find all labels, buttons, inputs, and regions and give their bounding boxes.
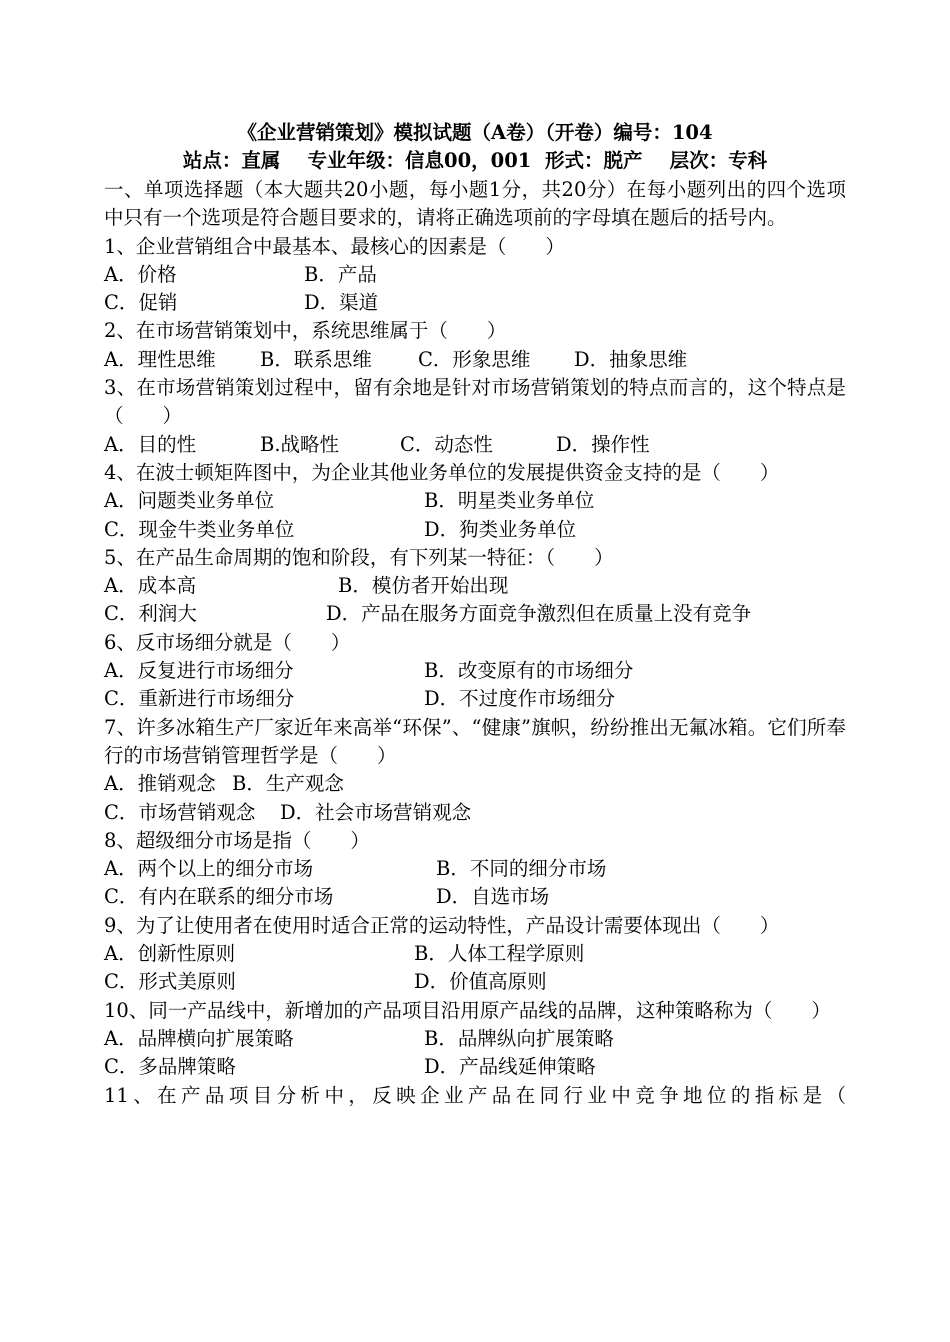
option: B．产品	[304, 262, 377, 286]
option: A．创新性原则	[104, 942, 236, 966]
question-stem: 7、许多冰箱生产厂家近年来高举“环保”、“健康”旗帜，纷纷推出无氟冰箱。它们所奉行的市场营销管理哲学是（ ）	[104, 715, 846, 767]
option-row	[104, 516, 846, 544]
option: C．形象思维	[418, 347, 531, 371]
option-row	[104, 855, 846, 883]
option: B．不同的细分市场	[436, 857, 607, 881]
option: A．品牌横向扩展策略	[104, 1026, 294, 1050]
option-row	[104, 968, 846, 996]
option: D．不过度作市场细分	[424, 687, 616, 711]
option-row	[104, 883, 846, 911]
option-row	[104, 799, 846, 827]
option: C．多品牌策略	[104, 1055, 236, 1079]
option: D．狗类业务单位	[424, 517, 577, 541]
option: D．社会市场营销观念	[280, 800, 472, 824]
option: A．目的性	[104, 432, 197, 456]
question-stem: 4、在波士顿矩阵图中，为企业其他业务单位的发展提供资金支持的是（ ）	[104, 460, 780, 484]
question-stem: 11、在产品项目分析中，反映企业产品在同行业中竞争地位的指标是（	[104, 1083, 846, 1107]
option-row	[104, 1025, 846, 1053]
option-row	[104, 940, 846, 968]
question-stem: 6、反市场细分就是（ ）	[104, 630, 351, 654]
option: C．现金牛类业务单位	[104, 517, 295, 541]
option: A．推销观念	[104, 772, 216, 796]
option: D．产品线延伸策略	[424, 1055, 596, 1079]
option: A．反复进行市场细分	[104, 659, 294, 683]
section-instructions: 一、单项选择题（本大题共20小题，每小题1分，共20分）在每小题列出的四个选项中只有一个选项是符合题目要求的，请将正确选项前的字母填在题后的括号内。	[104, 178, 846, 230]
option: C．利润大	[104, 602, 197, 626]
option-row	[104, 289, 846, 317]
option: D．价值高原则	[414, 970, 547, 994]
option: B.战略性	[260, 432, 340, 456]
option-row	[104, 487, 846, 515]
option: B．模仿者开始出现	[338, 574, 509, 598]
option-row	[104, 431, 846, 459]
option-row	[104, 770, 846, 798]
option: A．价格	[104, 262, 177, 286]
option: C．动态性	[400, 432, 493, 456]
option: B．生产观念	[232, 772, 344, 796]
option: C．有内在联系的细分市场	[104, 885, 334, 909]
option: B．品牌纵向扩展策略	[424, 1026, 614, 1050]
option-row	[104, 261, 846, 289]
question-stem: 3、在市场营销策划过程中，留有余地是针对市场营销策划的特点而言的，这个特点是（ ）	[104, 376, 846, 428]
option: A．问题类业务单位	[104, 489, 275, 513]
option: D．自选市场	[436, 885, 550, 909]
exam-body	[104, 176, 846, 1110]
option-row	[104, 685, 846, 713]
question-stem: 5、在产品生命周期的饱和阶段，有下列某一特征：（ ）	[104, 545, 614, 569]
option: B．人体工程学原则	[414, 942, 585, 966]
option-row	[104, 600, 846, 628]
question-stem: 8、超级细分市场是指（ ）	[104, 828, 370, 852]
option: D．抽象思维	[574, 347, 688, 371]
option: C．市场营销观念	[104, 800, 256, 824]
question-stem: 1、企业营销组合中最基本、最核心的因素是（ ）	[104, 234, 565, 258]
option-row	[104, 572, 846, 600]
option: D．渠道	[304, 291, 379, 315]
exam-title: 《企业营销策划》模拟试题（A卷）（开卷）编号：104	[237, 121, 713, 144]
option: A．理性思维	[104, 347, 216, 371]
exam-meta: 站点：直属 专业年级：信息00，001 形式：脱产 层次：专科	[182, 149, 768, 172]
option: B．明星类业务单位	[424, 489, 595, 513]
option: C．形式美原则	[104, 970, 236, 994]
question-stem: 10、同一产品线中，新增加的产品项目沿用原产品线的品牌，这种策略称为（ ）	[104, 998, 831, 1022]
question-stem: 9、为了让使用者在使用时适合正常的运动特性，产品设计需要体现出（ ）	[104, 913, 780, 937]
option: A．两个以上的细分市场	[104, 857, 314, 881]
option: B．联系思维	[260, 347, 372, 371]
question-stem: 2、在市场营销策划中，系统思维属于（ ）	[104, 319, 507, 343]
option-row	[104, 346, 846, 374]
option: C．促销	[104, 291, 178, 315]
option: A．成本高	[104, 574, 197, 598]
option: B．改变原有的市场细分	[424, 659, 634, 683]
option-row	[104, 1053, 846, 1081]
option: C．重新进行市场细分	[104, 687, 295, 711]
option: D．产品在服务方面竞争激烈但在质量上没有竞争	[326, 602, 752, 626]
option-row	[104, 657, 846, 685]
option: D．操作性	[556, 432, 650, 456]
